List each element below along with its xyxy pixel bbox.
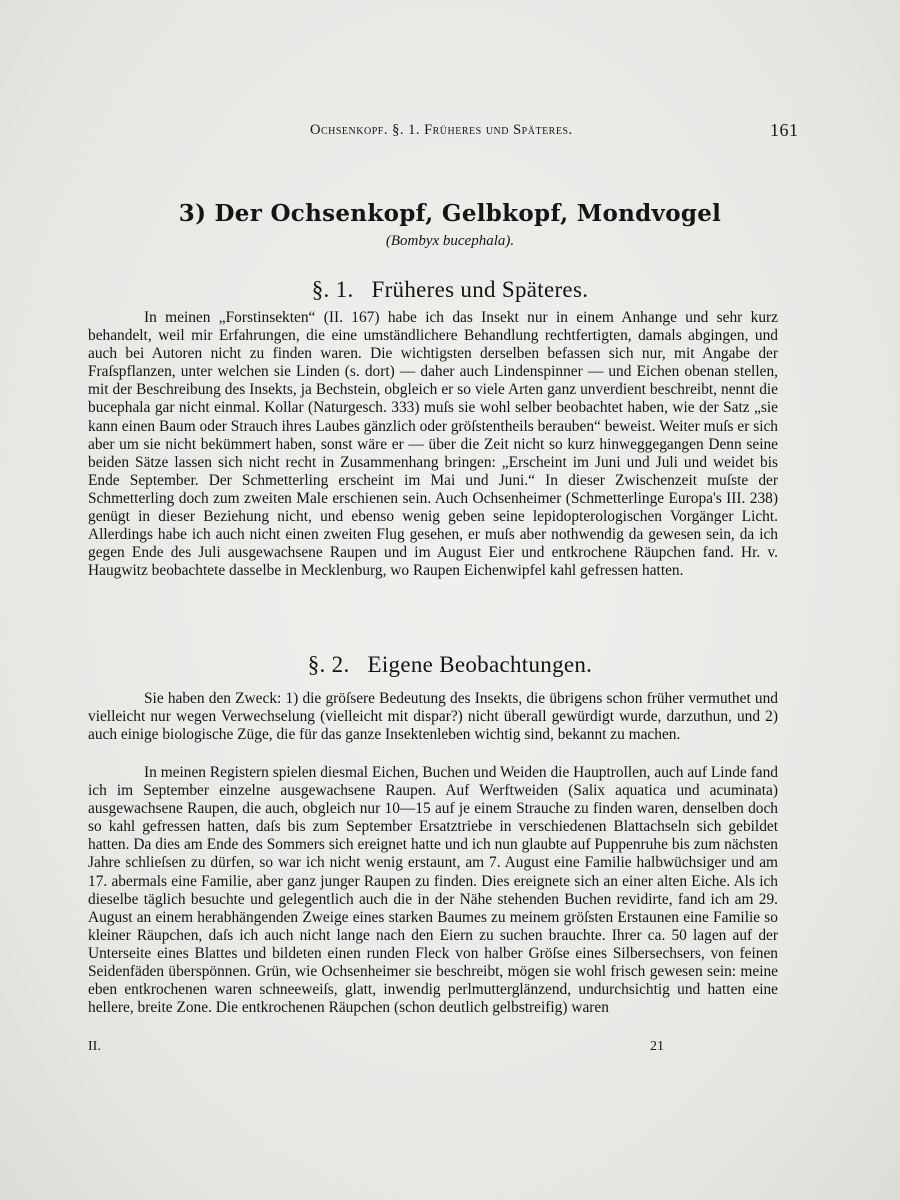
section-2-symbol: §. 2. xyxy=(307,652,350,677)
section-2-title: Eigene Beobachtungen. xyxy=(367,652,593,677)
section-1-heading xyxy=(0,277,900,303)
section-2-paragraph-1: Sie haben den Zweck: 1) die gröſsere Bedeutung des Insekts, die übrigens schon früher vermuthet und vielleicht nur wegen Verwechselung (vielleicht mit dispar?) nicht überall gewürdigt wurde, darzuthun, und 2) auch einige biologische Züge, die für das ganze Insektenleben wichtig sind, bekannt zu machen. xyxy=(88,690,778,744)
chapter-title: 3) Der Ochsenkopf, Gelbkopf, Mondvogel xyxy=(178,200,722,227)
section-1-symbol: §. 1. xyxy=(311,277,354,302)
volume-mark: II. xyxy=(88,1039,101,1054)
section-2-heading xyxy=(0,652,900,678)
section-1-title: Früheres und Späteres. xyxy=(371,277,589,302)
chapter-subtitle: (Bombyx bucephala). xyxy=(385,233,515,249)
running-title: Ochsenkopf. §. 1. Früheres und Späteres. xyxy=(310,122,573,138)
section-1-paragraph: In meinen „Forstinsekten“ (II. 167) habe ich das Insekt nur in einem Anhange und sehr kurz behandelt, weil mir Erfahrungen, die eine umständlichere Behandlung rechtfertigten, damals abgingen, und auch bei Autoren nicht zu finden waren. Die wichtigsten derselben befassen sich nur, mit Angabe der Fraſspflanzen, unter welchen sie Linden (s. dort) — daher auch Lindenspinner — und Eichen obenan stellen, mit der Beschreibung des Insekts, ja Bechstein, obgleich er so viele Arten ganz unverdient beschreibt, nennt die bucephala gar nicht einmal. Kollar (Naturgesch. 333) muſs sie wohl selber beobachtet haben, wie der Satz „sie kann einen Baum oder Strauch ihres Laubes gänzlich oder gröſstentheils berauben“ beweist. Weiter muſs er sich aber um sie nicht bekümmert haben, sonst wäre er — über die Zeit nicht so kurz hinweggegangen Denn seine beiden Sätze lassen sich nicht recht in Zusammenhang bringen: „Erscheint im Juni und Juli und weidet bis Ende September. Der Schmetterling erscheint im Mai und Juni.“ In dieser Zwischenzeit muſste der Schmetterling doch zum zweiten Male erschienen sein. Auch Ochsenheimer (Schmetterlinge Europa's III. 238) genügt in dieser Beziehung nicht, und ebenso wenig geben seine lepidopterologischen Vorgänger Licht. Allerdings habe ich auch nicht einen zweiten Flug gesehen, er muſs aber nothwendig da gewesen sein, da ich gegen Ende des Juli ausgewachsene Raupen und im August Eier und entkrochene Räupchen fand. Hr. v. Haugwitz beobachtete dasselbe in Mecklenburg, wo Raupen Eichenwipfel kahl gefressen hatten. xyxy=(88,309,778,580)
signature-mark: 21 xyxy=(650,1039,664,1054)
section-2-paragraph-2: In meinen Registern spielen diesmal Eichen, Buchen und Weiden die Hauptrollen, auch auf Linde fand ich im September einzelne ausgewachsene Raupen. Auf Werftweiden (Salix aquatica und acuminata) ausgewachsene Raupen, die auch, obgleich nur 10—15 auf je einem Strauche zu finden waren, denselben doch so kahl gefressen hatten, daſs bis zum September Ersatztriebe in verschiedenen Blattachseln sich gebildet hatten. Da dies am Ende des Sommers sich ereignet hatte und ich nun glaubte auf Puppenruhe bis zum nächsten Jahre schlieſsen zu dürfen, so war ich nicht wenig erstaunt, am 7. August eine Familie halbwüchsiger und am 17. abermals eine Familie, aber ganz junger Raupen zu finden. Dies ereignete sich an einer alten Eiche. Als ich dieselbe täglich besuchte und gelegentlich auch die in der Nähe stehenden Buchen revidirte, fand ich am 29. August an einem herabhängenden Zweige eines starken Baumes zu meinem gröſsten Erstaunen eine Familie so kleiner Räupchen, daſs ich auch nicht lange nach den Eiern zu suchen brauchte. Ihrer ca. 50 lagen auf der Unterseite eines Blattes und bildeten einen runden Fleck von halber Gröſse eines Silbersechsers, von feinen Seidenfäden überspönnen. Grün, wie Ochsenheimer sie beschreibt, mögen sie wohl frisch gewesen sein: meine eben entkrochenen waren schneeweiſs, glatt, inwendig perlmutterglänzend, undurchsichtig und hatten eine hellere, breite Zone. Die entkrochenen Räupchen (schon deutlich gelbstreifig) waren xyxy=(88,764,778,1017)
page-number: 161 xyxy=(770,120,799,140)
